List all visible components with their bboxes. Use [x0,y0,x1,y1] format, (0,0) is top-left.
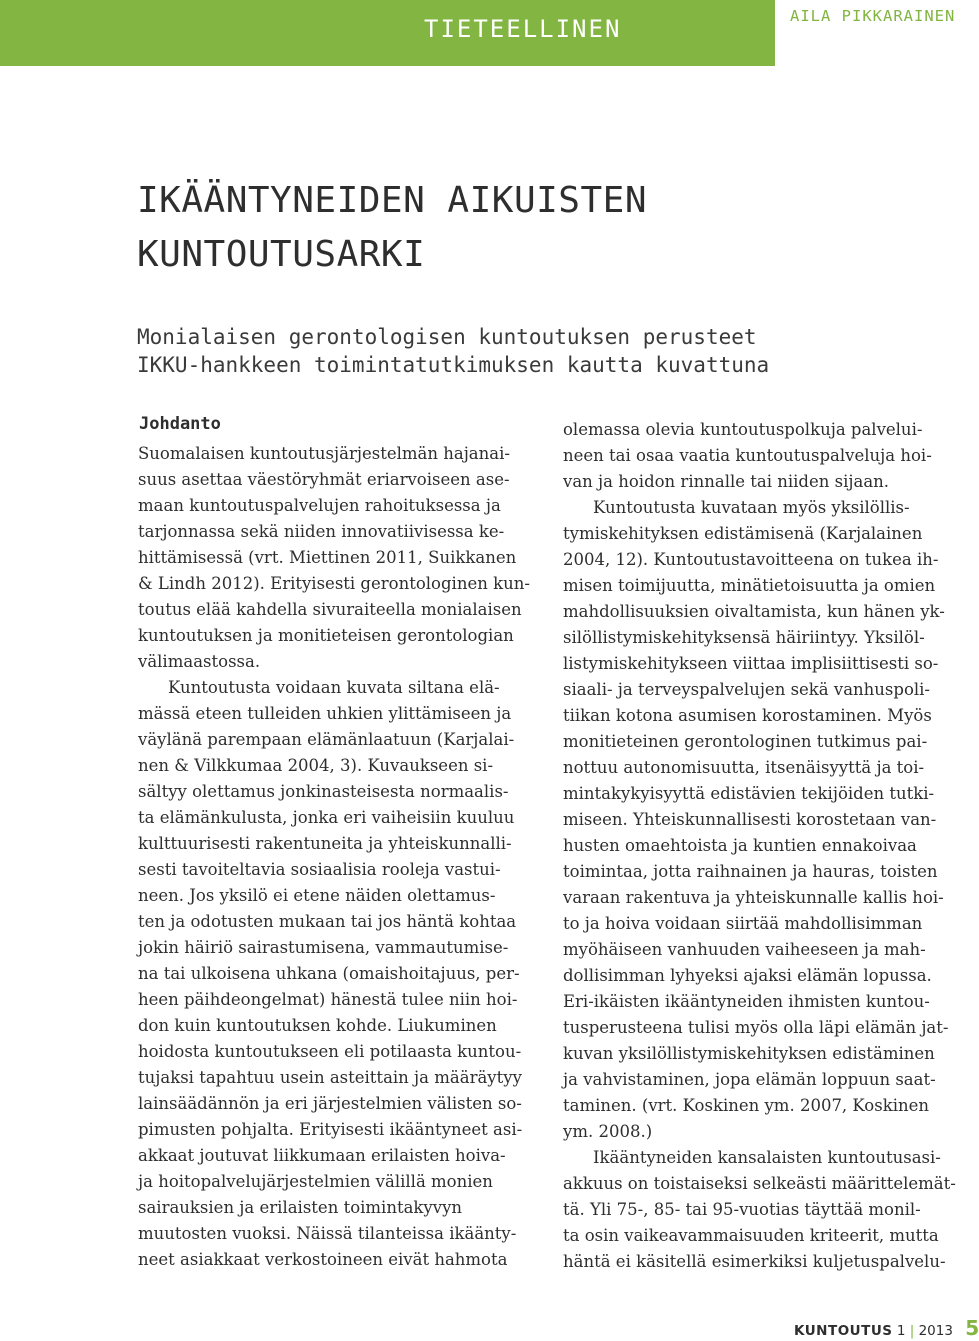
issue-year: 2013 [918,1323,953,1339]
text-line: sesti tavoiteltavia sosiaalisia rooleja vastui- [138,860,501,879]
text-line: kuvan yksilöllistymiskehityksen edistäminen [563,1044,935,1063]
text-line: taminen. (vrt. Koskinen ym. 2007, Koskinen [563,1096,930,1115]
text-line: häntä ei käsitellä esimerkiksi kuljetuspalvelu- [563,1252,946,1271]
text-line: lainsäädännön ja eri järjestelmien välisten so- [138,1094,522,1113]
text-line: sältyy olettamus jonkinasteisesta normaalis- [138,782,509,801]
text-line: nottuu autonomisuutta, itsenäisyyttä ja toi- [563,758,925,777]
text-line: toutus elää kahdella sivuraiteella monialaisen [138,600,522,619]
text-line: don kuin kuntoutuksen kohde. Liukuminen [138,1016,497,1035]
article-title [137,174,647,282]
text-line: kulttuurisesti rakentuneita ja yhteiskunnalli- [138,834,512,853]
text-line: ja vahvistaminen, jopa elämän loppuun saat- [563,1070,936,1089]
text-line: olemassa olevia kuntoutuspolkuja palvelui- [563,420,923,439]
text-line: tiikan kotona asumisen korostaminen. Myös [563,706,932,725]
text-line: tujaksi tapahtuu usein asteittain ja määräytyy [138,1068,522,1087]
title-line: KUNTOUTUSARKI [137,234,426,275]
issue-number: 1 [896,1323,906,1339]
text-line: tymiskehityksen edistämisenä (Karjalainen [563,524,923,543]
subtitle-line: Monialaisen gerontologisen kuntoutuksen perusteet [137,325,757,349]
text-line: maan kuntoutuspalvelujen rahoituksessa ja [138,496,501,515]
text-line: listymiskehitykseen viittaa implisiittisesti so- [563,654,939,673]
text-line: ym. 2008.) [563,1122,653,1141]
text-line: toimintaa, jotta raihnainen ja hauras, toisten [563,862,938,881]
text-line: myöhäiseen vanhuuden vaiheeseen ja mah- [563,940,926,959]
text-line: van ja hoidon rinnalle tai niiden sijaan. [563,472,890,491]
text-line: heen päihdeongelmat) hänestä tulee niin hoi- [138,990,518,1009]
text-line: silöllistymiskehityksensä häiriintyy. Yksilöl- [563,628,925,647]
page-footer [794,1318,979,1341]
text-line: mahdollisuuksien oivaltamista, kun hänen yk- [563,602,945,621]
section-heading: Johdanto [139,414,221,434]
text-line: neet asiakkaat verkostoineen eivät hahmota [138,1250,508,1269]
text-line: mässä eteen tulleiden uhkien ylittämiseen ja [138,704,512,723]
text-line: siaali- ja terveyspalvelujen sekä vanhuspoli- [563,680,931,699]
text-line: jokin häiriö sairastumisena, vammautumise- [138,938,509,957]
text-line: välimaastossa. [138,652,261,671]
text-line: Ikääntyneiden kansalaisten kuntoutusasi- [593,1148,941,1167]
page-number: 5 [965,1316,979,1340]
text-line: pimusten pohjalta. Erityisesti ikääntyneet asi- [138,1120,523,1139]
text-line: ten ja odotusten mukaan tai jos häntä kohtaa [138,912,517,931]
text-line: ja hoitopalvelujärjestelmien välillä monien [138,1172,493,1191]
text-line: hoidosta kuntoutukseen eli potilaasta kuntou- [138,1042,522,1061]
text-line: tä. Yli 75-, 85- tai 95-vuotias täyttää monil- [563,1200,921,1219]
text-line: monitieteinen gerontologinen tutkimus pai- [563,732,928,751]
text-line: Suomalaisen kuntoutusjärjestelmän hajanai- [138,444,510,463]
text-line: husten omaehtoista ja kuntien ennakoivaa [563,836,917,855]
text-line: 2004, 12). Kuntoutustavoitteena on tukea ih- [563,550,939,569]
text-line: muutosten vuoksi. Näissä tilanteissa ikäänty- [138,1224,517,1243]
title-line: IKÄÄNTYNEIDEN AIKUISTEN [137,180,647,221]
text-line: misen toimijuutta, minätietoisuutta ja omien [563,576,936,595]
text-line: na tai ulkoisena uhkana (omaishoitajuus, per- [138,964,520,983]
text-line: varaan rakentuva ja yhteiskunnalle kallis hoi- [563,888,944,907]
text-line: tarjonnassa sekä niiden innovatiivisessa ke- [138,522,505,541]
subtitle-line: IKKU-hankkeen toimintatutkimuksen kautta kuvattuna [137,353,770,377]
text-line: Kuntoutusta kuvataan myös yksilöllis- [593,498,910,517]
text-line: ta elämänkulusta, jonka eri vaiheisiin kuuluu [138,808,515,827]
text-line: nen & Vilkkumaa 2004, 3). Kuvaukseen si- [138,756,494,775]
text-line: ta osin vaikeavammaisuuden kriteerit, mutta [563,1226,939,1245]
right-text-column [563,417,959,1275]
text-line: neen tai osaa vaatia kuntoutuspalveluja hoi- [563,446,932,465]
footer-separator: | [909,1323,915,1339]
article-subtitle [137,323,769,379]
magazine-name: KUNTOUTUS [794,1323,893,1339]
text-line: hittämisessä (vrt. Miettinen 2011, Suikkanen [138,548,517,567]
text-line: miseen. Yhteiskunnallisesti korostetaan van- [563,810,937,829]
text-line: mintakykyisyyttä edistävien tekijöiden tutki- [563,784,935,803]
text-line: neen. Jos yksilö ei etene näiden olettamus- [138,886,496,905]
text-line: sairauksien ja erilaisten toimintakyvyn [138,1198,463,1217]
author-name: AILA PIKKARAINEN [790,7,956,25]
text-line: suus asettaa väestöryhmät eriarvoiseen ase- [138,470,510,489]
text-line: & Lindh 2012). Erityisesti gerontologinen kun- [138,574,530,593]
text-line: Kuntoutusta voidaan kuvata siltana elä- [168,678,500,697]
header-bar [0,0,960,101]
text-line: akkuus on toistaiseksi selkeästi määrittelemät- [563,1174,956,1193]
section-label: TIETEELLINEN ARTIKKELI [0,0,775,66]
text-line: dollisimman lyhyeksi ajaksi elämän lopussa. [563,966,932,985]
text-line: Eri-ikäisten ikääntyneiden ihmisten kuntou- [563,992,930,1011]
text-line: väylänä parempaan elämänlaatuun (Karjalai- [138,730,515,749]
left-text-column [138,441,536,1273]
text-line: kuntoutuksen ja monitieteisen gerontologian [138,626,514,645]
text-line: tusperusteena tulisi myös olla läpi elämän jat- [563,1018,949,1037]
text-line: akkaat joutuvat liikkumaan erilaisten hoiva- [138,1146,506,1165]
text-line: to ja hoiva voidaan siirtää mahdollisimman [563,914,923,933]
